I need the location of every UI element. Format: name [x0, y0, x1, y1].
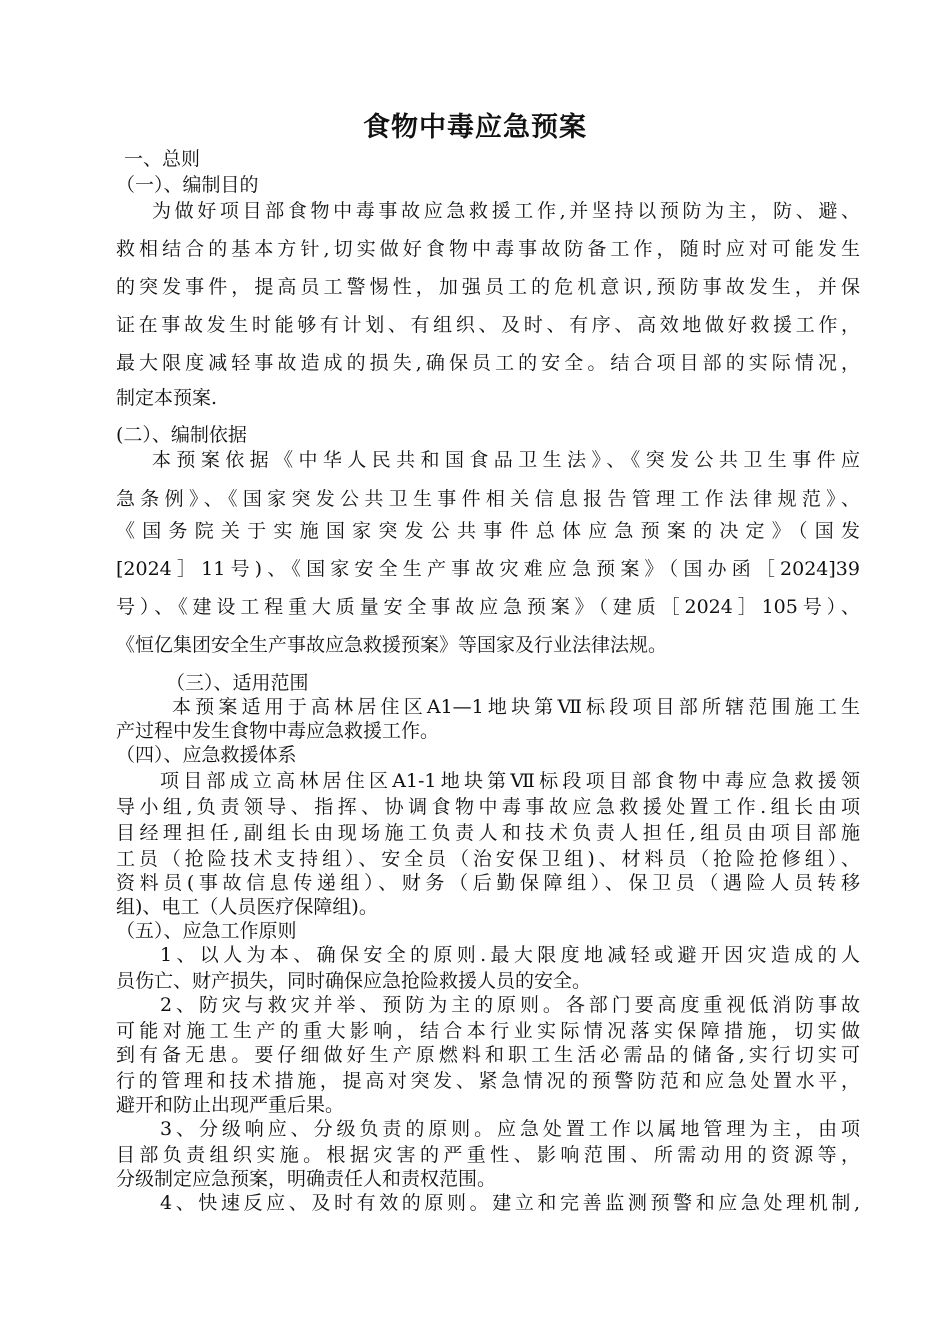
- text-line: 《国务院关于实施国家突发公共事件总体应急预案的决定》（国发: [116, 520, 860, 542]
- text-line: 1、以人为本、确保安全的原则.最大限度地减轻或避开因灾造成的人: [160, 944, 860, 966]
- text-line: 产过程中发生食物中毒应急救援工作。: [116, 720, 440, 742]
- text-line: 《恒亿集团安全生产事故应急救援预案》等国家及行业法律法规。: [116, 634, 668, 656]
- document-title: 食物中毒应急预案: [363, 112, 587, 143]
- text-line: 最大限度减轻事故造成的损失,确保员工的安全。结合项目部的实际情况，: [116, 352, 860, 374]
- text-line: 可能对施工生产的重大影响，结合本行业实际情况落实保障措施，切实做: [116, 1020, 860, 1042]
- text-line: （五）、应急工作原则: [116, 920, 297, 942]
- text-line: 一、总则: [124, 148, 201, 170]
- text-line: 制定本预案.: [116, 387, 218, 409]
- text-line: 目部负责组织实施。根据灾害的严重性、影响范围、所需动用的资源等，: [116, 1144, 860, 1166]
- text-line: 3、分级响应、分级负责的原则。应急处置工作以属地管理为主，由项: [160, 1118, 860, 1140]
- text-line: 救相结合的基本方针,切实做好食物中毒事故防备工作，随时应对可能发生: [116, 238, 860, 260]
- text-line: 导小组,负责领导、指挥、协调食物中毒事故应急救援处置工作.组长由项: [116, 796, 860, 818]
- text-line: 本预案适用于高林居住区A1—1地块第Ⅶ标段项目部所辖范围施工生: [172, 696, 860, 718]
- text-line: 员伤亡、财产损失，同时确保应急抢险救援人员的安全。: [116, 970, 592, 992]
- text-line: 资料员(事故信息传递组）、财务（后勤保障组）、保卫员（遇险人员转移: [116, 872, 860, 894]
- text-line: 急条例》、《国家突发公共卫生事件相关信息报告管理工作法律规范》、: [116, 488, 860, 510]
- text-line: 行的管理和技术措施，提高对突发、紧急情况的预警防范和应急处置水平，: [116, 1070, 860, 1092]
- text-line: （三）、适用范围: [166, 672, 309, 694]
- text-line: 组)、电工（人员医疗保障组)。: [116, 896, 378, 918]
- text-line: 避开和防止出现严重后果。: [116, 1094, 345, 1116]
- text-line: 号）、《建设工程重大质量安全事故应急预案》（建质［2024］105号）、: [116, 596, 860, 618]
- text-line: （一）、编制目的: [116, 174, 259, 196]
- text-line: 到有备无患。要仔细做好生产原燃料和职工生活必需品的储备,实行切实可: [116, 1044, 860, 1066]
- text-line: （四）、应急救援体系: [116, 744, 297, 766]
- text-line: 项目部成立高林居住区A1-1地块第Ⅶ标段项目部食物中毒应急救援领: [160, 770, 860, 792]
- text-line: 本预案依据《中华人民共和国食品卫生法》、《突发公共卫生事件应: [152, 449, 860, 471]
- text-line: 证在事故发生时能够有计划、有组织、及时、有序、高效地做好救援工作，: [116, 314, 860, 336]
- text-line: (二）、编制依据: [116, 424, 247, 446]
- text-line: 工员（抢险技术支持组）、安全员（治安保卫组)、材料员（抢险抢修组）、: [116, 848, 860, 870]
- text-line: 4、快速反应、及时有效的原则。建立和完善监测预警和应急处理机制,: [160, 1192, 860, 1214]
- text-line: 分级制定应急预案，明确责任人和责权范围。: [116, 1168, 497, 1190]
- text-line: 2、防灾与救灾并举、预防为主的原则。各部门要高度重视低消防事故: [160, 994, 860, 1016]
- text-line: [2024］11号)、《国家安全生产事故灾难应急预案》（国办函［2024]39: [116, 558, 860, 580]
- text-line: 为做好项目部食物中毒事故应急救援工作,并坚持以预防为主，防、避、: [152, 200, 860, 222]
- text-line: 的突发事件，提高员工警惕性，加强员工的危机意识,预防事故发生，并保: [116, 276, 860, 298]
- text-line: 目经理担任,副组长由现场施工负责人和技术负责人担任,组员由项目部施: [116, 822, 860, 844]
